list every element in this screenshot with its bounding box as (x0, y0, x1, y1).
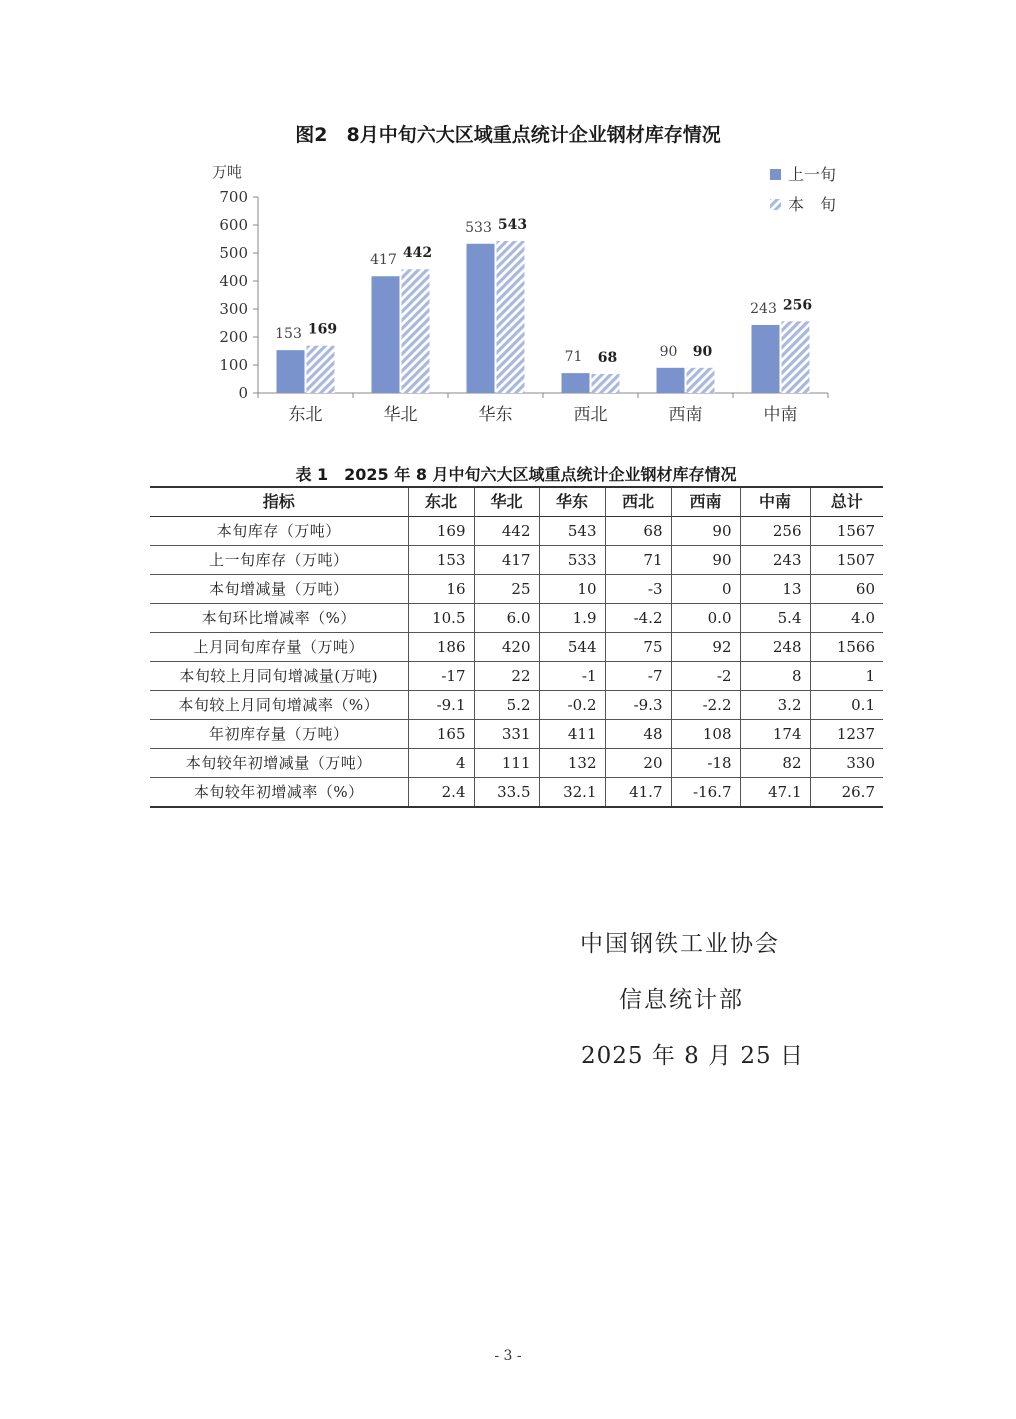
table-cell: 544 (539, 633, 605, 662)
table-cell: 5.4 (740, 604, 810, 633)
table-row-label: 本旬较年初增减率（%） (193, 783, 364, 801)
table-cell: -2 (671, 662, 740, 691)
bar-prev-period (277, 350, 305, 393)
table-cell: -9.3 (605, 691, 671, 720)
bar-prev-period (657, 368, 685, 393)
data-label-current: 169 (307, 321, 338, 338)
table-row (150, 517, 883, 546)
table-cell: 533 (539, 546, 605, 575)
x-category-label: 西南 (668, 405, 703, 425)
table-cell: 16 (408, 575, 474, 604)
x-category-label: 西北 (573, 405, 608, 425)
y-tick-label: 300 (219, 300, 248, 318)
table-cell: 165 (408, 720, 474, 749)
y-tick-label: 600 (219, 216, 248, 234)
table-cell: 153 (408, 546, 474, 575)
table-cell: 256 (740, 517, 810, 546)
table-cell: 4.0 (810, 604, 883, 633)
y-tick-label: 500 (219, 244, 248, 262)
figure-title: 图2 8月中旬六大区域重点统计企业钢材库存情况 (295, 124, 721, 146)
table-cell: -3 (605, 575, 671, 604)
table-row-label: 上月同旬库存量（万吨） (193, 638, 364, 656)
table-cell: 169 (408, 517, 474, 546)
table-row-label: 本旬较上月同旬增减率（%） (178, 696, 380, 714)
table-cell: 13 (740, 575, 810, 604)
table-cell: 0.1 (810, 691, 883, 720)
data-label-prev: 533 (465, 219, 492, 236)
table-cell: 75 (605, 633, 671, 662)
table-cell: -18 (671, 749, 740, 778)
table-cell: 90 (671, 546, 740, 575)
table-cell: 1507 (810, 546, 883, 575)
table-cell: 3.2 (740, 691, 810, 720)
data-label-current: 68 (597, 349, 618, 366)
table-cell: 47.1 (740, 778, 810, 808)
table-title: 表 1 2025 年 8 月中旬六大区域重点统计企业钢材库存情况 (295, 465, 737, 484)
table-cell: 0.0 (671, 604, 740, 633)
table-cell: -4.2 (605, 604, 671, 633)
table-cell: 543 (539, 517, 605, 546)
table-cell: 330 (810, 749, 883, 778)
y-tick-label: 400 (219, 272, 248, 290)
table-cell: 186 (408, 633, 474, 662)
table-row-label: 本旬较上月同旬增减量(万吨) (179, 667, 379, 685)
table-cell: 132 (539, 749, 605, 778)
table-cell: 1.9 (539, 604, 605, 633)
table-cell: 92 (671, 633, 740, 662)
table-row-label: 本旬较年初增减量（万吨） (185, 754, 372, 772)
table-cell: 90 (671, 517, 740, 546)
table-cell: 411 (539, 720, 605, 749)
table-cell: 1566 (810, 633, 883, 662)
bar-current-period (782, 321, 810, 393)
signature-dept: 信息统计部 (619, 987, 744, 1013)
x-category-label: 华北 (383, 405, 418, 425)
table-cell: 10 (539, 575, 605, 604)
table-cell: 71 (605, 546, 671, 575)
table-cell: 32.1 (539, 778, 605, 808)
y-tick-label: 0 (238, 384, 248, 402)
table-header-row (150, 487, 883, 517)
bar-prev-period (752, 325, 780, 393)
legend-swatch-current (770, 199, 781, 210)
table-cell: 420 (474, 633, 539, 662)
table-row (150, 720, 883, 749)
table-cell: -0.2 (539, 691, 605, 720)
table-cell: 1237 (810, 720, 883, 749)
data-label-prev: 153 (275, 326, 302, 343)
table-cell: 25 (474, 575, 539, 604)
legend-label-prev: 上一旬 (788, 165, 837, 184)
table-header-cell: 华东 (539, 487, 605, 517)
page-number: - 3 - (494, 1348, 522, 1364)
table-cell: 0 (671, 575, 740, 604)
table-header-cell: 东北 (408, 487, 474, 517)
table-cell: 82 (740, 749, 810, 778)
table-row-label: 年初库存量（万吨） (208, 725, 349, 743)
table-cell: 33.5 (474, 778, 539, 808)
table-cell: 1567 (810, 517, 883, 546)
table-header-cell: 西北 (605, 487, 671, 517)
table-cell: -9.1 (408, 691, 474, 720)
table-row (150, 778, 883, 808)
table-row-label: 本旬增减量（万吨） (208, 580, 349, 598)
bar-prev-period (562, 373, 590, 393)
table-cell: 22 (474, 662, 539, 691)
table-cell: 20 (605, 749, 671, 778)
data-label-prev: 417 (370, 252, 397, 269)
table-cell: 417 (474, 546, 539, 575)
table-cell: 26.7 (810, 778, 883, 808)
bar-current-period (307, 346, 335, 393)
table-header-cell: 总计 (810, 487, 883, 517)
table-cell: -2.2 (671, 691, 740, 720)
table-cell: 1 (810, 662, 883, 691)
table-body (150, 517, 883, 808)
table-cell: 442 (474, 517, 539, 546)
bar-current-period (687, 368, 715, 393)
bar-current-period (402, 269, 430, 393)
table-cell: -1 (539, 662, 605, 691)
x-category-label: 东北 (288, 405, 323, 425)
legend-swatch-prev (770, 169, 781, 180)
table-cell: 174 (740, 720, 810, 749)
table-cell: 243 (740, 546, 810, 575)
table-cell: 68 (605, 517, 671, 546)
y-tick-label: 100 (219, 356, 248, 374)
signature-org: 中国钢铁工业协会 (580, 931, 780, 957)
table-cell: -7 (605, 662, 671, 691)
table-cell: 5.2 (474, 691, 539, 720)
table-cell: 111 (474, 749, 539, 778)
table-row-label: 本旬环比增减率（%） (201, 609, 356, 627)
table-row (150, 633, 883, 662)
table-cell: 48 (605, 720, 671, 749)
table-row (150, 604, 883, 633)
table-header-cell: 华北 (474, 487, 539, 517)
table-cell: 331 (474, 720, 539, 749)
table-row (150, 546, 883, 575)
data-label-prev: 71 (564, 349, 583, 366)
table-cell: -16.7 (671, 778, 740, 808)
data-label-current: 90 (692, 343, 713, 360)
x-category-label: 中南 (763, 405, 798, 425)
table-cell: 6.0 (474, 604, 539, 633)
table-row (150, 691, 883, 720)
table-cell: 4 (408, 749, 474, 778)
table-cell: 248 (740, 633, 810, 662)
table-header-cell: 中南 (740, 487, 810, 517)
bar-current-period (592, 374, 620, 393)
table-cell: 8 (740, 662, 810, 691)
table-row (150, 749, 883, 778)
legend-label-current: 本 旬 (788, 195, 837, 214)
data-label-current: 543 (497, 216, 528, 233)
signature-date: 2025 年 8 月 25 日 (581, 1043, 804, 1069)
y-axis-label: 万吨 (212, 163, 243, 181)
data-label-current: 442 (402, 245, 433, 262)
table-header-cell: 指标 (262, 492, 295, 511)
y-tick-label: 700 (219, 188, 248, 206)
table-cell: 2.4 (408, 778, 474, 808)
data-label-current: 256 (782, 297, 813, 314)
data-label-prev: 243 (750, 300, 777, 317)
table-cell: 10.5 (408, 604, 474, 633)
y-tick-label: 200 (219, 328, 248, 346)
table-header-cell: 西南 (671, 487, 740, 517)
inventory-table (150, 486, 883, 808)
table-cell: 41.7 (605, 778, 671, 808)
table-row (150, 662, 883, 691)
bar-prev-period (372, 276, 400, 393)
table-row-label: 本旬库存（万吨） (216, 522, 341, 540)
bar-current-period (497, 241, 525, 393)
table-cell: 60 (810, 575, 883, 604)
table-row-label: 上一旬库存（万吨） (208, 551, 349, 569)
x-category-label: 华东 (478, 405, 513, 425)
bar-prev-period (467, 244, 495, 393)
table-cell: 108 (671, 720, 740, 749)
data-label-prev: 90 (659, 343, 678, 360)
table-cell: -17 (408, 662, 474, 691)
table-row (150, 575, 883, 604)
bar-chart (200, 155, 860, 435)
